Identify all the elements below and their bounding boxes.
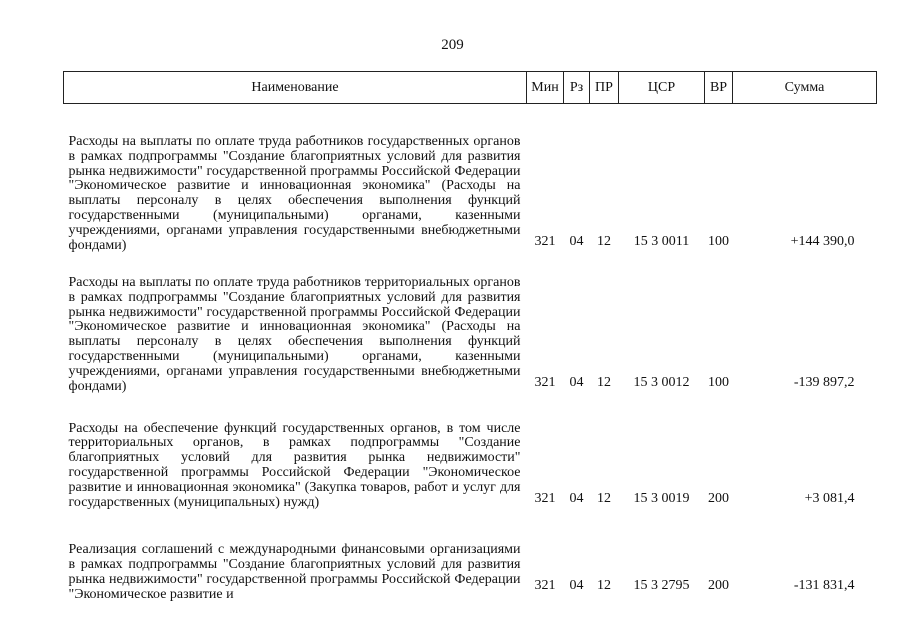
row-sum: -139 897,2 xyxy=(793,375,855,390)
row-pr: 12 xyxy=(597,578,611,593)
row-rz: 04 xyxy=(569,375,584,390)
header-rz: Рз xyxy=(564,72,590,104)
header-pr: ПР xyxy=(590,72,619,104)
row-vr: 200 xyxy=(708,578,729,593)
row-vr: 100 xyxy=(708,375,729,390)
table-row xyxy=(64,254,877,395)
header-min: Мин xyxy=(527,72,564,104)
table-row xyxy=(64,511,877,603)
row-csr: 15 3 0019 xyxy=(633,491,690,506)
budget-table xyxy=(63,71,877,603)
row-pr: 12 xyxy=(597,491,611,506)
row-csr: 15 3 0011 xyxy=(633,234,690,249)
row-sum: +3 081,4 xyxy=(804,491,855,506)
header-vr: ВР xyxy=(705,72,733,104)
row-name xyxy=(64,104,527,255)
table-header-row xyxy=(64,72,877,104)
row-name xyxy=(64,511,527,603)
row-name-text: Расходы на выплаты по оплате труда работников государственных органов в рамках подпрограммы "Создание благоприятных условий для развития рынка недвижимости" государственной программы Российской Федерации "Экономическое развитие и инновационная экономика" (Расходы на выплаты персоналу в целях обеспечения выполнения функций государственными (муниципальными) органами, казенными учреждениями, органами управления государственными внебюджетными фондами) xyxy=(68,133,521,254)
row-sum: -131 831,4 xyxy=(793,578,855,593)
row-rz: 04 xyxy=(569,578,584,593)
row-vr: 100 xyxy=(708,234,729,249)
row-min: 321 xyxy=(534,375,556,390)
row-name xyxy=(64,254,527,395)
row-name-text: Реализация соглашений с международными финансовыми организациями в рамках подпрограммы "Создание благоприятных условий для развития рынка недвижимости" государственной программы Российской Федерации "Экономическое развитие и xyxy=(68,542,521,603)
row-sum: +144 390,0 xyxy=(790,234,855,249)
header-csr: ЦСР xyxy=(619,72,705,104)
row-rz: 04 xyxy=(569,491,584,506)
row-rz: 04 xyxy=(569,234,584,249)
row-name-text: Расходы на обеспечение функций государственных органов, в том числе территориальных органов, в рамках подпрограммы "Создание благоприятных условий для развития рынка недвижимости" государственной программы Российской Федерации "Экономическое развитие и инновационная экономика" (Закупка товаров, работ и услуг для государственных (муниципальных) нужд) xyxy=(68,420,521,511)
row-min: 321 xyxy=(534,491,556,506)
row-vr: 200 xyxy=(708,491,729,506)
row-name-text: Расходы на выплаты по оплате труда работников территориальных органов в рамках подпрограммы "Создание благоприятных условий для развития рынка недвижимости" государственной программы Российской Федерации "Экономическое развитие и инновационная экономика" (Расходы на выплаты персоналу в целях обеспечения выполнения функций государственными (муниципальными) органами, казенными учреждениями, органами управления государственными внебюджетными фондами) xyxy=(68,274,521,395)
row-pr: 12 xyxy=(597,234,611,249)
table-row xyxy=(64,395,877,511)
header-sum: Сумма xyxy=(733,72,877,104)
row-pr: 12 xyxy=(597,375,611,390)
row-csr: 15 3 0012 xyxy=(633,375,690,390)
row-min: 321 xyxy=(534,234,556,249)
row-csr: 15 3 2795 xyxy=(633,578,690,593)
row-name xyxy=(64,395,527,511)
table-row xyxy=(64,104,877,255)
row-min: 321 xyxy=(534,578,556,593)
header-name: Наименование xyxy=(64,72,527,104)
page-number: 209 xyxy=(441,37,464,53)
